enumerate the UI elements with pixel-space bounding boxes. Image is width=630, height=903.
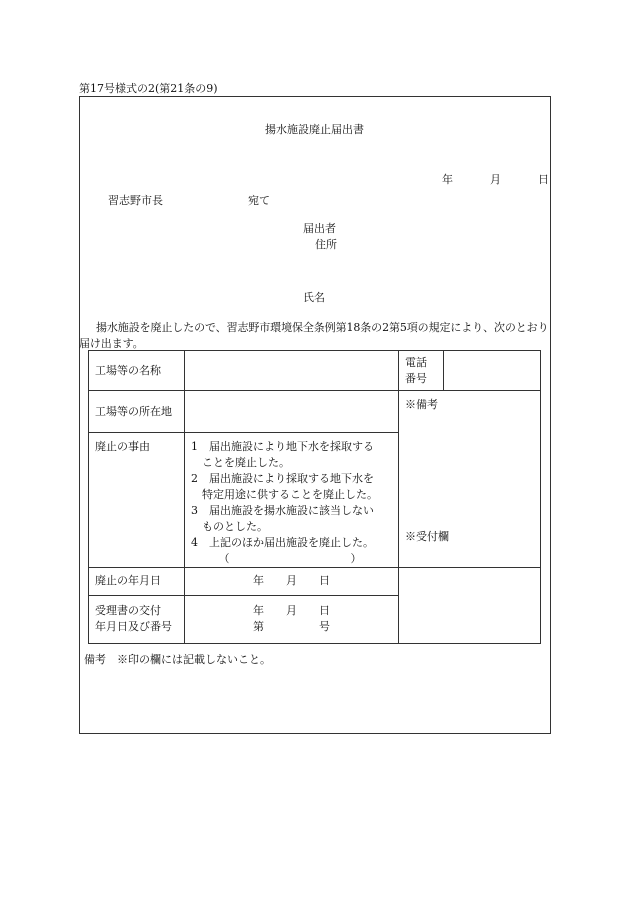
location-field[interactable] bbox=[185, 391, 399, 433]
reason-line: ことを廃止した。 bbox=[191, 455, 290, 469]
reason-line: ものとした。 bbox=[191, 519, 268, 533]
date-month: 月 bbox=[490, 173, 501, 186]
phone-label-line-2: 番号 bbox=[405, 371, 427, 385]
phone-label bbox=[399, 351, 444, 391]
reason-line: 1 届出施設により地下水を採取する bbox=[191, 440, 374, 453]
reason-line: 4 上記のほか届出施設を廃止した。 bbox=[191, 535, 374, 549]
factory-name-field[interactable] bbox=[185, 351, 399, 391]
receipt-field[interactable] bbox=[185, 595, 399, 643]
statement-text: 揚水施設を廃止したので、習志野市環境保全条例第18条の2第5項の規定により、次のとおり届け出ます。 bbox=[79, 321, 549, 350]
reason-label: 廃止の事由 bbox=[89, 433, 185, 568]
phone-number-field[interactable] bbox=[444, 351, 541, 391]
address-label: 住所 bbox=[315, 238, 337, 251]
reason-line: （ ） bbox=[191, 551, 362, 565]
receipt-label bbox=[89, 595, 185, 643]
reason-list bbox=[185, 433, 399, 568]
receipt-date-value: 年 月 日 bbox=[253, 604, 330, 617]
form-number: 第17号様式の2(第21条の9) bbox=[79, 82, 218, 95]
receipt-number-value: 第 号 bbox=[253, 620, 330, 633]
notifier-label: 届出者 bbox=[303, 222, 336, 235]
reason-line: 特定用途に供することを廃止した。 bbox=[191, 487, 378, 501]
reason-line: 2 届出施設により採取する地下水を bbox=[191, 471, 374, 485]
receipt-label-line-1: 受理書の交付 bbox=[95, 604, 161, 617]
date-day: 日 bbox=[538, 173, 549, 186]
factory-name-label: 工場等の名称 bbox=[89, 351, 185, 391]
reception-cell bbox=[399, 529, 541, 643]
remarks-label: ※備考 bbox=[405, 398, 438, 411]
form-title: 揚水施設廃止届出書 bbox=[265, 123, 364, 136]
name-label: 氏名 bbox=[303, 291, 325, 304]
abolition-date-field[interactable]: 年 月 日 bbox=[185, 567, 399, 595]
date-year: 年 bbox=[442, 173, 453, 186]
receipt-label-line-2: 年月日及び番号 bbox=[95, 620, 172, 633]
addressee-name: 習志野市長 bbox=[108, 194, 163, 207]
reception-label: ※受付欄 bbox=[405, 529, 449, 543]
reason-line: 3 届出施設を揚水施設に該当しない bbox=[191, 503, 374, 517]
abolition-date-label: 廃止の年月日 bbox=[89, 567, 185, 595]
footer-note: 備考 ※印の欄には記載しないこと。 bbox=[84, 653, 271, 666]
location-label: 工場等の所在地 bbox=[89, 391, 185, 433]
phone-label-line-1: 電話 bbox=[405, 355, 427, 369]
form-table bbox=[88, 350, 541, 644]
addressee-suffix: 宛て bbox=[248, 194, 270, 207]
